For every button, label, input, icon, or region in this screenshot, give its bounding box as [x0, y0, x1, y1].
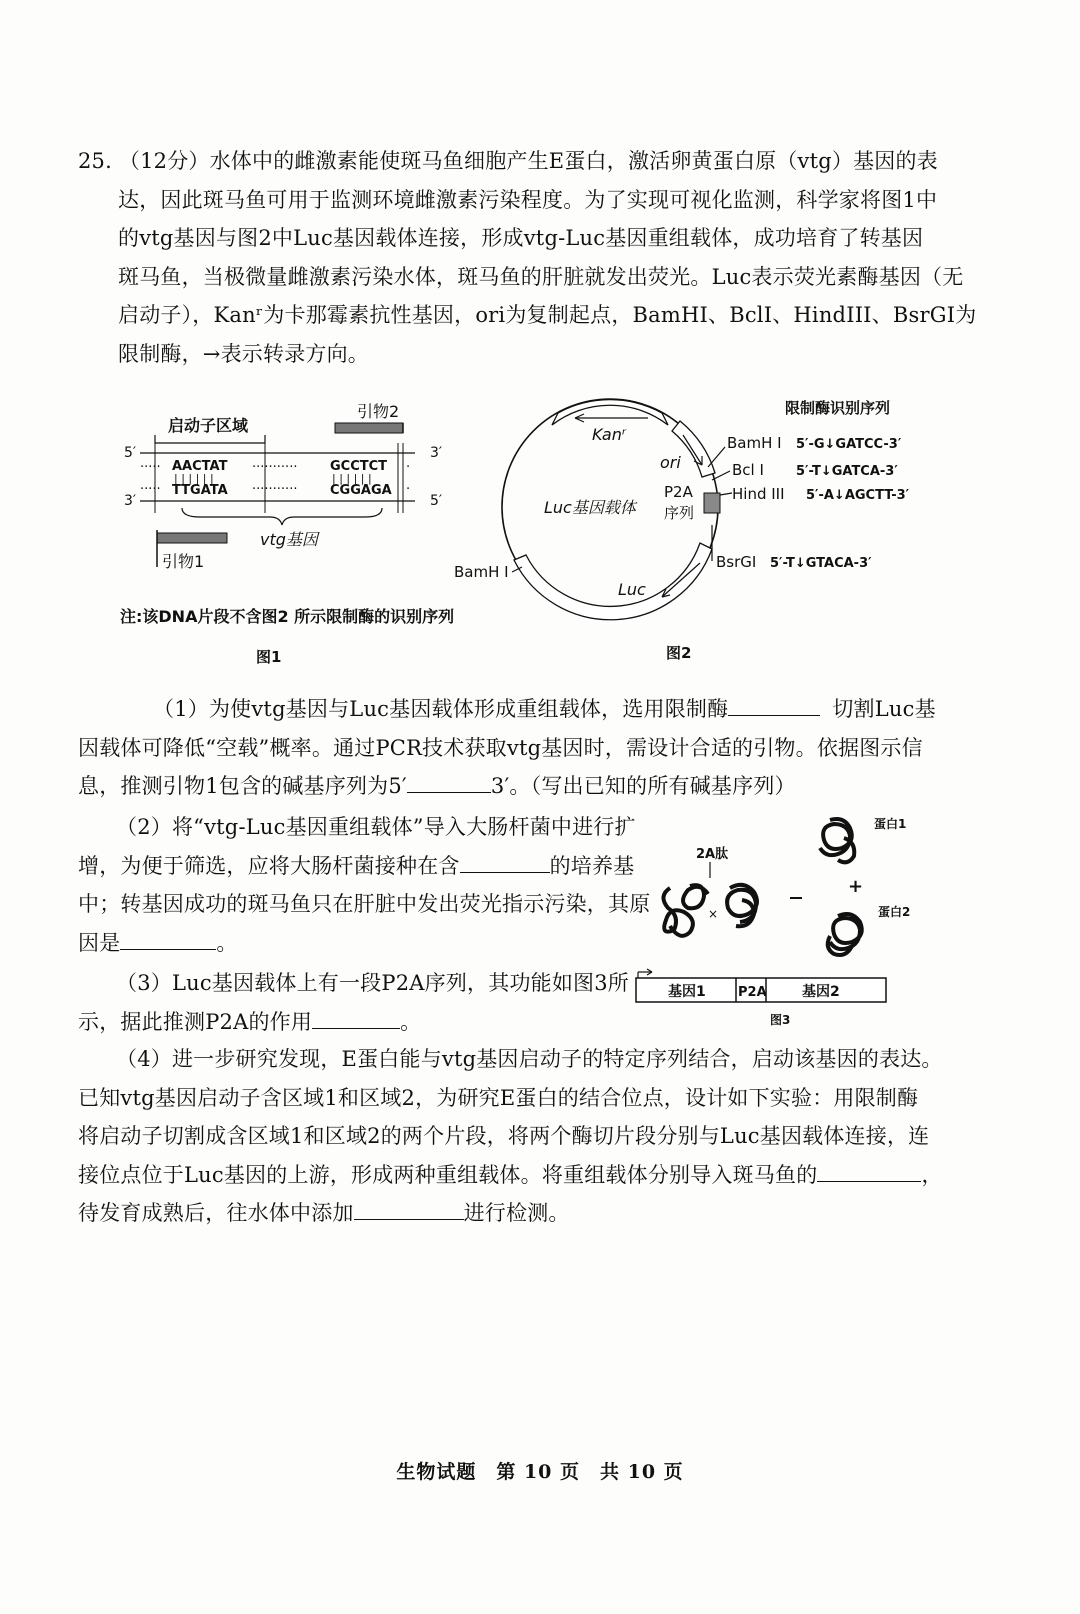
enzyme-bsrgi-name: BsrGI — [716, 553, 757, 571]
three-prime-top-right: 3′ — [430, 445, 443, 461]
question-number: 25. — [78, 149, 112, 173]
figure3-p2a-diagram — [630, 808, 920, 1030]
vtg-brace — [182, 508, 382, 525]
figure1-primer2-label: 引物2 — [357, 402, 400, 421]
enzyme-bcli-seq: 5′-T↓GATCA-3′ — [796, 464, 898, 479]
protein2-label: 蛋白2 — [878, 905, 911, 919]
enzyme-hindiii-seq: 5′-A↓AGCTT-3′ — [806, 488, 910, 503]
answer-blank-3-p2a[interactable] — [312, 1006, 400, 1029]
part2-line-1: （2）将“vtg-Luc基因重组载体”导入大肠杆菌中进行扩 — [116, 815, 636, 839]
enzyme-hindiii-name: Hind III — [732, 485, 785, 503]
question-line-6: 限制酶，→表示转录方向。 — [118, 341, 369, 366]
figure1-vtg-label: vtg基因 — [260, 530, 318, 549]
p2a-label: P2A — [664, 483, 693, 501]
part4-line-5: 待发育成熟后，往水体中添加 进行检测。 — [78, 1194, 1018, 1233]
part4-line-3: 将启动子切割成含区域1和区域2的两个片段，将两个酶切片段分别与Luc基因载体连接，连 — [78, 1124, 930, 1149]
pairing-left: | | | | | | — [174, 472, 214, 485]
answer-blank-1-enzyme[interactable] — [728, 693, 820, 716]
part4-line-1: （4）进一步研究发现，E蛋白能与vtg基因启动子的特定序列结合，启动该基因的表达。 — [116, 1047, 943, 1071]
plus-sign: + — [848, 876, 864, 897]
enzyme-bcli-name: Bcl I — [732, 461, 764, 479]
question-line-1: 25. （12分）水体中的雌激素能使斑马鱼细胞产生E蛋白，激活卵黄蛋白原（vtg）基因的表 — [78, 149, 938, 173]
primer1-bar — [157, 533, 227, 543]
five-prime-bottom-right: 5′ — [430, 493, 443, 509]
part2-line-4: 因是 。 — [78, 924, 638, 963]
figure2-vector-diagram — [440, 385, 920, 635]
answer-blank-2-reason[interactable] — [120, 927, 216, 950]
dots-top-middle: ··········· — [252, 460, 298, 475]
part3 — [78, 964, 638, 1041]
promoter-bracket — [155, 435, 265, 443]
p2a-box — [704, 493, 720, 513]
seq-bottom-right: CGGAGA — [330, 483, 392, 498]
dots-top-right: · — [406, 460, 411, 475]
p2a-bar-label: P2A — [738, 985, 767, 1000]
gene2-label: 基因2 — [802, 984, 840, 1000]
part1-line-3: 息，推测引物1包含的碱基序列为5′ 3′。（写出已知的所有碱基序列） — [78, 767, 1018, 806]
protein2-blob — [828, 914, 862, 955]
figure1-primer1-label: 引物1 — [162, 552, 205, 571]
part4-line-2: 已知vtg基因启动子含区域1和区域2，为研究E蛋白的结合位点，设计如下实验：用限制酶 — [78, 1085, 919, 1110]
enzyme-bamhi-seq: 5′-G↓GATCC-3′ — [796, 437, 902, 452]
p2a-label-2: 序列 — [664, 504, 695, 522]
luc-label: Luc — [618, 580, 646, 599]
kan-arc — [552, 400, 668, 425]
figure1-note: 注:该DNA片段不含图2 所示限制酶的识别序列 — [120, 607, 455, 626]
label-2a-peptide: 2A肽 — [696, 847, 729, 862]
dots-bottom-middle: ··········· — [252, 482, 298, 497]
question-line-2: 达，因此斑马鱼可用于监测环境雌激素污染程度。为了实现可视化监测，科学家将图1中 — [118, 187, 938, 212]
seq-top-left: AACTAT — [172, 459, 228, 474]
cleavage-mark: × — [708, 907, 719, 921]
dots-bottom-right: · — [406, 482, 411, 497]
part2-line-3: 中；转基因成功的斑马鱼只在肝脏中发出荧光指示污染，其原 — [78, 892, 651, 917]
vector-center-label: Luc基因载体 — [544, 498, 636, 517]
ori-label: ori — [660, 453, 681, 472]
answer-blank-1-primer[interactable] — [407, 770, 491, 793]
part3-line-1: （3）Luc基因载体上有一段P2A序列，其功能如图3所 — [116, 971, 630, 995]
dots-bottom-left: ····· — [140, 482, 161, 497]
question-line-4: 斑马鱼，当极微量雌激素污染水体，斑马鱼的肝脏就发出荧光。Luc表示荧光素酶基因（无 — [118, 264, 964, 289]
enzyme-bsrgi-seq: 5′-T↓GTACA-3′ — [770, 556, 872, 571]
seq-top-right: GCCTCT — [330, 459, 388, 474]
part1 — [78, 690, 1018, 806]
five-prime-top: 5′ — [124, 445, 137, 461]
part4 — [78, 1040, 1018, 1233]
three-prime-bottom-left: 3′ — [124, 493, 137, 509]
answer-blank-2-medium[interactable] — [460, 850, 550, 873]
kan-label: Kanʳ — [592, 425, 627, 444]
figure1-dna-diagram — [110, 395, 470, 590]
bamhi-tick — [708, 447, 725, 467]
page-footer: 生物试题 第 10 页 共 10 页 — [396, 1461, 684, 1483]
part2-line-2: 增，为便于筛选，应将大肠杆菌接种在含 的培养基 — [78, 847, 638, 886]
enzyme-bamhi-name: BamH I — [727, 434, 782, 452]
gene1-label: 基因1 — [668, 984, 706, 1000]
part4-line-4: 接位点位于Luc基因的上游，形成两种重组载体。将重组载体分别导入斑马鱼的 ， — [78, 1156, 1018, 1195]
question-line-3: 的vtg基因与图2中Luc基因载体连接，形成vtg-Luc基因重组载体，成功培育了转基因 — [118, 226, 924, 251]
bamhi-left-label: BamH I — [454, 563, 509, 581]
luc-arc — [514, 543, 712, 620]
dots-top-left: ····· — [140, 460, 161, 475]
protein1-blob — [820, 819, 854, 862]
part1-line-1: （1）为使vtg基因与Luc基因载体形成重组载体，选用限制酶 切割Luc基 — [78, 690, 1018, 729]
hindiii-tick — [720, 493, 732, 495]
pairing-right: | | | | | | — [332, 472, 372, 485]
part2 — [78, 808, 651, 962]
figure2-caption: 图2 — [666, 644, 692, 662]
figure3-caption: 图3 — [770, 1013, 791, 1027]
primer2-bar — [335, 423, 403, 433]
answer-blank-4-substance[interactable] — [354, 1197, 464, 1220]
question-line-5: 启动子），Kanʳ为卡那霉素抗性基因，ori为复制起点，BamHI、BclI、HindIII、BsrGI为 — [118, 303, 977, 328]
figure1-caption: 图1 — [256, 648, 282, 666]
figure1-promoter-label: 启动子区域 — [168, 416, 249, 435]
part1-line-2: 因载体可降低“空载”概率。通过PCR技术获取vtg基因时，需设计合适的引物。依据图示信 — [78, 735, 923, 760]
protein1-label: 蛋白1 — [874, 817, 907, 831]
recognition-title: 限制酶识别序列 — [785, 399, 891, 417]
seq-bottom-left: TTGATA — [172, 483, 228, 498]
question-intro — [78, 142, 1018, 374]
answer-blank-4-site[interactable] — [817, 1159, 921, 1182]
part3-line-2: 示，据此推测P2A的作用 。 — [78, 1003, 638, 1042]
